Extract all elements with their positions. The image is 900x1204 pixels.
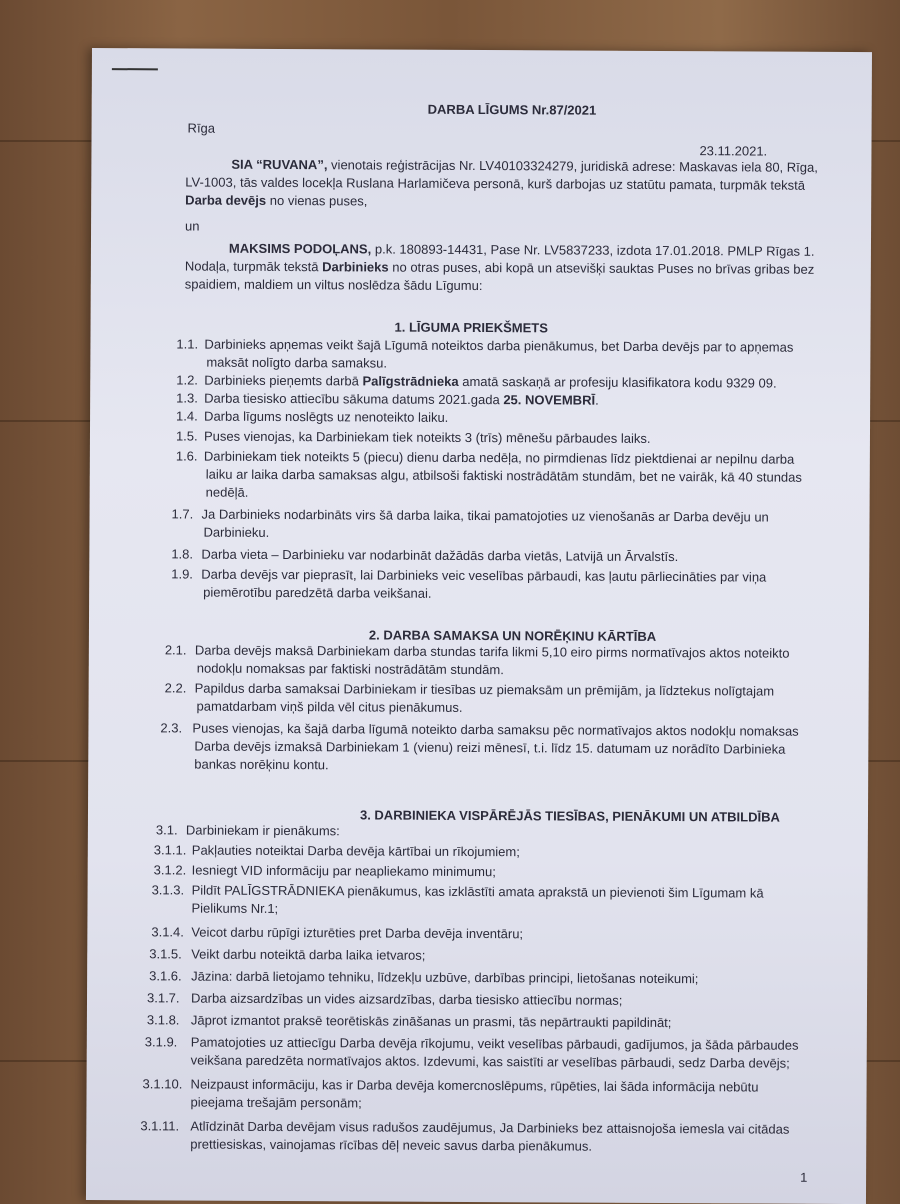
employee-line-3: spaidiem, maldiem un viltus noslēdza šādu Līgumu: (184, 276, 483, 294)
clause-1-5: Puses vienojas, ka Darbiniekam tiek noteikts 3 (trīs) mēnešu pārbaudes laiks. (203, 428, 651, 446)
clause-1-2: Darbinieks pieņemts darbā Palīgstrādnieka amatā saskaņā ar profesiju klasifikatora kodu 9329 09. (204, 372, 777, 391)
clause-2-1-line-1: Darba devējs maksā Darbiniekam darba stundas tarifa likmi 5,10 eiro pirms normatīvajos aktos noteikto (194, 642, 790, 661)
clause-3-1-6: Jāzina: darbā lietojamo tehniku, līdzekļu uzbūve, darbības principi, lietošanas noteikumi; (191, 968, 699, 987)
clause-3-1-8: Jāprot izmantot praksē teorētiskās zināšanas un prasmi, tās nepārtraukti papildināt; (190, 1012, 672, 1031)
clause-3-1-9-line-1: Pamatojoties uz attiecīgu Darba devēja rīkojumu, veikt veselības pārbaudi, gadījumos, ja šāda pārbaudes (190, 1034, 799, 1053)
clause-1-1-line-2: maksāt nolīgto darba samaksu. (206, 354, 388, 371)
clause-1-7-line-2: Darbinieku. (203, 524, 270, 540)
clause-1-6-line-1: Darbiniekam tiek noteikts 5 (piecu) dienu darba nedēļa, no pirmdienas līdz piektdienai ar nepilnu darba (203, 448, 795, 467)
clause-3-1-3-line-2: Pielikums Nr.1; (191, 900, 279, 916)
clause-3-1-7: Darba aizsardzības un vides aizsardzības, darba tiesisko attiecību normas; (190, 990, 623, 1008)
page-number: 1 (800, 1169, 808, 1185)
clause-1-6-line-2: laiku ar laika darba samaksas algu, atbilsoši faktiski nostrādātām stundām, bet ne vairāk, kā 40 stundas (205, 466, 802, 485)
company-name: SIA “RUVANA”, (231, 156, 328, 173)
clause-2-2-line-2: pamatdarbam viņš pilda vēl citus pienākumus. (196, 698, 463, 715)
pen-mark (112, 68, 158, 70)
clause-3-1-10-line-2: pieejama trešajām personām; (190, 1094, 362, 1111)
clause-3-1: Darbiniekam ir pienākums: (185, 822, 340, 839)
section-3-heading: 3. DARBINIEKA VISPĀRĒJĀS TIESĪBAS, PIENĀKUMI UN ATBILDĪBA (359, 807, 780, 825)
section-2-heading: 2. DARBA SAMAKSA UN NORĒĶINU KĀRTĪBA (368, 627, 657, 644)
clause-3-1-9-line-2: veikšana paredzēta normatīvajos aktos. Izdevumi, kas saistīti ar veselības pārbaudi, sedz Darba devējs; (190, 1052, 790, 1071)
clause-1-8: Darba vieta – Darbinieku var nodarbināt dažādās darba vietās, Latvijā un Ārvalstīs. (201, 546, 679, 565)
clause-3-1-10-line-1: Neizpaust informāciju, kas ir Darba devēja komercnoslēpums, rūpēties, lai šāda informācija nebūtu (190, 1076, 759, 1095)
clause-1-9-line-1: Darba devējs var pieprasīt, lai Darbinieks veic veselības pārbaudi, kas ļautu pārliecināties par viņa (201, 566, 767, 585)
intro-line-2: LV-1003, tās valdes locekļa Ruslana Harlamičeva personā, kurš darbojas uz statūtu pamata, turpmāk tekstā (185, 174, 806, 193)
clause-3-1-3-line-1: Pildīt PALĪGSTRĀDNIEKA pienākumus, kas izklāstīti amata aprakstā un pievienoti šim Līgumam kā (191, 882, 764, 901)
city: Rīga (187, 120, 216, 136)
document-title: DARBA LĪGUMS Nr.87/2021 (427, 101, 597, 118)
employee-line-1: MAKSIMS PODOĻANS, p.k. 180893-14431, Pase Nr. LV5837233, izdota 17.01.2018. PMLP Rīgas 1. (228, 240, 815, 259)
clause-3-1-2: Iesniegt VID informāciju par neapliekamo minimumu; (191, 862, 496, 880)
clause-1-1-line-1: Darbinieks apņemas veikt šajā Līgumā noteiktos darba pienākumus, bet Darba devējs par to apņemas (204, 336, 794, 355)
clause-2-3-line-3: bankas norēķinu kontu. (194, 756, 329, 773)
date: 23.11.2021. (699, 143, 768, 159)
clause-1-9-line-2: piemērotību paredzētā darba veikšanai. (203, 584, 432, 601)
clause-1-6-line-3: nedēļā. (205, 484, 249, 500)
clause-1-3: Darba tiesisko attiecību sākuma datums 2021.gada 25. NOVEMBRĪ. (204, 390, 599, 408)
clause-1-4: Darba līgums noslēgts uz nenoteikto laiku. (204, 408, 449, 425)
clause-3-1-1: Pakļauties noteiktai Darba devēja kārtībai un rīkojumiem; (191, 842, 520, 860)
clause-1-7-line-1: Ja Darbinieks nodarbināts virs šā darba laika, tikai pamatojoties uz vienošanās ar Darba devēju un (201, 506, 769, 525)
employee-name: MAKSIMS PODOĻANS, (228, 240, 372, 257)
and-text: un (185, 218, 200, 234)
clause-2-3-line-2: Darba devējs izmaksā Darbiniekam 1 (vienu) reizi mēnesī, t.i. līdz 15. datumam uz norādīto Darbinieka (194, 738, 786, 757)
section-1-heading: 1. LĪGUMA PRIEKŠMETS (394, 319, 548, 336)
clause-3-1-4: Veicot darbu rūpīgi izturēties pret Darba devēja inventāru; (191, 924, 524, 942)
clause-2-3-line-1: Puses vienojas, ka šajā darba līgumā noteikto darba samaksu pēc normatīvajos aktos nodokļu nomaksas (192, 720, 799, 739)
clause-3-1-11-line-2: prettiesiskas, vainojamas rīcības dēļ neveic savus darba pienākumus. (190, 1136, 593, 1154)
clause-2-1-line-2: nodokļu nomaksas par faktiski nostrādātām stundām. (196, 660, 504, 678)
intro-line-3: Darba devējs no vienas puses, (185, 192, 368, 209)
employee-line-2: Nodaļa, turpmāk tekstā Darbinieks no otras puses, abi kopā un atsevišķi sauktas Puses no brīvas gribas bez (184, 258, 815, 277)
intro-line-1: SIA “RUVANA”, vienotais reģistrācijas Nr. LV40103324279, juridiskā adrese: Maskavas iela 80, Rīga, (231, 156, 818, 175)
clause-2-2-line-1: Papildus darba samaksai Darbiniekam ir tiesības uz piemaksām un prēmijām, ja līdztekus nolīgtajam (194, 680, 775, 699)
contract-page: DARBA LĪGUMS Nr.87/2021 Rīga 23.11.2021. SIA “RUVANA”, vienotais reģistrācijas Nr. LV40103324279, juridiskā adrese: Maskavas iela 80, Rīga, LV-1003, tās valdes locekļa Ruslana Harlamičeva personā, kurš darbojas uz statūtu pamata, turpmāk tekstā Darba devējs no vienas puses, un MAKSIMS PODOĻANS, p.k. 180893-14431, Pase Nr. LV5837233, izdota 17.01.2018. PMLP Rīgas 1. Nodaļa, turpmāk tekstā Darbinieks no otras puses, abi kopā un atsevišķi sauktas Puses no brīvas gribas bez spaidiem, maldiem un viltus noslēdza šādu Līgumu: 1. LĪGUMA PRIEKŠMETS 1.1. Darbinieks apņemas veikt šajā Līgumā noteiktos darba pienākumus, bet Darba devējs par to apņemas maksāt nolīgto darba samaksu. 1.2. Darbinieks pieņemts darbā Palīgstrādnieka amatā saskaņā ar profesiju klasifikatora kodu 9329 09. 1.3. Darba tiesisko attiecību sākuma datums 2021.gada 25. NOVEMBRĪ. 1.4. Darba līgums noslēgts uz nenoteikto laiku. 1.5. Puses vienojas, ka Darbiniekam tiek noteikts 3 (trīs) mēnešu pārbaudes laiks. 1.6. Darbiniekam tiek noteikts 5 (piecu) dienu darba nedēļa, no pirmdienas līdz piektdienai ar nepilnu darba laiku ar laika darba samaksas algu, atbilsoši faktiski nostrādātām stundām, bet ne vairāk, kā 40 stundas nedēļā. 1.7. Ja Darbinieks nodarbināts virs šā darba laika, tikai pamatojoties uz vienošanās ar Darba devēju un Darbinieku. 1.8. Darba vieta – Darbinieku var nodarbināt dažādās darba vietās, Latvijā un Ārvalstīs. 1.9. Darba devējs var pieprasīt, lai Darbinieks veic veselības pārbaudi, kas ļautu pārliecināties par viņa piemērotību paredzētā darba veikšanai. 2. DARBA SAMAKSA UN NORĒĶINU KĀRTĪBA 2.1. Darba devējs maksā Darbiniekam darba stundas tarifa likmi 5,10 eiro pirms normatīvajos aktos noteikto nodokļu nomaksas par faktiski nostrādātām stundām. 2.2. Papildus darba samaksai Darbiniekam ir tiesības uz piemaksām un prēmijām, ja līdztekus nolīgtajam pamatdarbam viņš pilda vēl citus pienākumus. 2.3. Puses vienojas, ka šajā darba līgumā noteikto darba samaksu pēc normatīvajos aktos nodokļu nomaksas Darba devējs izmaksā Darbiniekam 1 (vienu) reizi mēnesī, t.i. līdz 15. datumam uz norādīto Darbinieka bankas norēķinu kontu. 3. DARBINIEKA VISPĀRĒJĀS TIESĪBAS, PIENĀKUMI UN ATBILDĪBA 3.1. Darbiniekam ir pienākums: 3.1.1. Pakļauties noteiktai Darba devēja kārtībai un rīkojumiem; 3.1.2. Iesniegt VID informāciju par neapliekamo minimumu; 3.1.3. Pildīt PALĪGSTRĀDNIEKA pienākumus, kas izklāstīti amata aprakstā un pievienoti šim Līgumam kā Pielikums Nr.1; 3.1.4. Veicot darbu rūpīgi izturēties pret Darba devēja inventāru; 3.1.5. Veikt darbu noteiktā darba laika ietvaros; 3.1.6. Jāzina: darbā lietojamo tehniku, līdzekļu uzbūve, darbības principi, lietošanas noteikumi; 3.1.7. Darba aizsardzības un vides aizsardzības, darba tiesisko attiecību normas; 3.1.8. Jāprot izmantot praksē teorētiskās zināšanas un prasmi, tās nepārtraukti papildināt; 3.1.9. Pamatojoties uz attiecīgu Darba devēja rīkojumu, veikt veselības pārbaudi, gadījumos, ja šāda pārbaudes veikšana paredzēta normatīvajos aktos. Izdevumi, kas saistīti ar veselības pārbaudi, sedz Darba devējs; 3.1.10. Neizpaust informāciju, kas ir Darba devēja komercnoslēpums, rūpēties, lai šāda informācija nebūtu pieejama trešajām personām; 3.1.11. Atlīdzināt Darba devējam visus radušos zaudējumus, Ja Darbinieks bez attaisnojoša iemesla vai citādas prettiesiskas, vainojamas rīcības dēļ neveic savus darba pienākumus. 1 (86, 48, 872, 1204)
clause-3-1-11-line-1: Atlīdzināt Darba devējam visus radušos zaudējumus, Ja Darbinieks bez attaisnojoša iemesla vai citādas (190, 1118, 790, 1137)
clause-3-1-5: Veikt darbu noteiktā darba laika ietvaros; (191, 946, 426, 963)
